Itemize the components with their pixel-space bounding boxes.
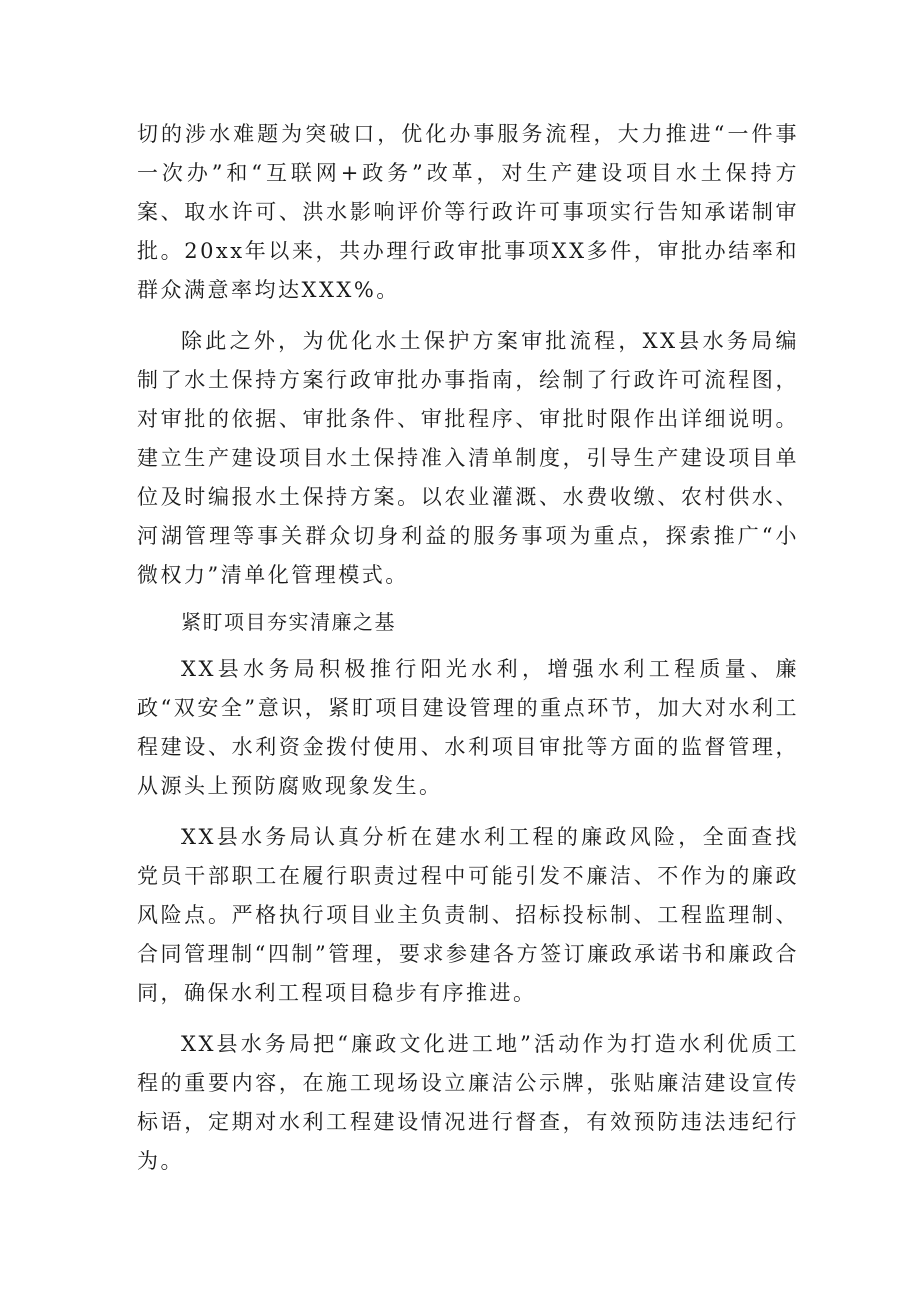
- paragraph-approval-process: 除此之外，为优化水土保护方案审批流程，XX县水务局编制了水土保持方案行政审批办事指南，绘制了行政许可流程图，对审批的依据、审批条件、审批程序、审批时限作出详细说明。建立生产建设项目水土保持准入清单制度，引导生产建设项目单位及时编报水土保持方案。以农业灌溉、水费收缴、农村供水、河湖管理等事关群众切身利益的服务事项为重点，探索推广“小微权力”清单化管理模式。: [137, 329, 799, 587]
- paragraph-clean-culture: XX县水务局把“廉政文化进工地”活动作为打造水利优质工程的重要内容，在施工现场设立廉洁公示牌，张贴廉洁建设宣传标语，定期对水利工程建设情况进行督查，有效预防违法违纪行为。: [137, 1032, 799, 1173]
- document-body: [137, 115, 799, 1181]
- paragraph-continuation: 切的涉水难题为突破口，优化办事服务流程，大力推进“一件事一次办”和“互联网+政务”改革，对生产建设项目水土保持方案、取水许可、洪水影响评价等行政许可事项实行告知承诺制审批。20xx年以来，共办理行政审批事项XX多件，审批办结率和群众满意率均达XXX%。: [137, 122, 799, 302]
- paragraph-sunshine-water: XX县水务局积极推行阳光水利，增强水利工程质量、廉政“双安全”意识，紧盯项目建设管理的重点环节，加大对水利工程建设、水利资金拨付使用、水利项目审批等方面的监督管理，从源头上预防腐败现象发生。: [137, 657, 799, 798]
- section-heading: 紧盯项目夯实清廉之基: [181, 610, 396, 634]
- paragraph-risk-analysis: XX县水务局认真分析在建水利工程的廉政风险，全面查找党员干部职工在履行职责过程中可能引发不廉洁、不作为的廉政风险点。严格执行项目业主负责制、招标投标制、工程监理制、合同管理制“四制”管理，要求参建各方签订廉政承诺书和廉政合同，确保水利工程项目稳步有序推进。: [137, 825, 799, 1005]
